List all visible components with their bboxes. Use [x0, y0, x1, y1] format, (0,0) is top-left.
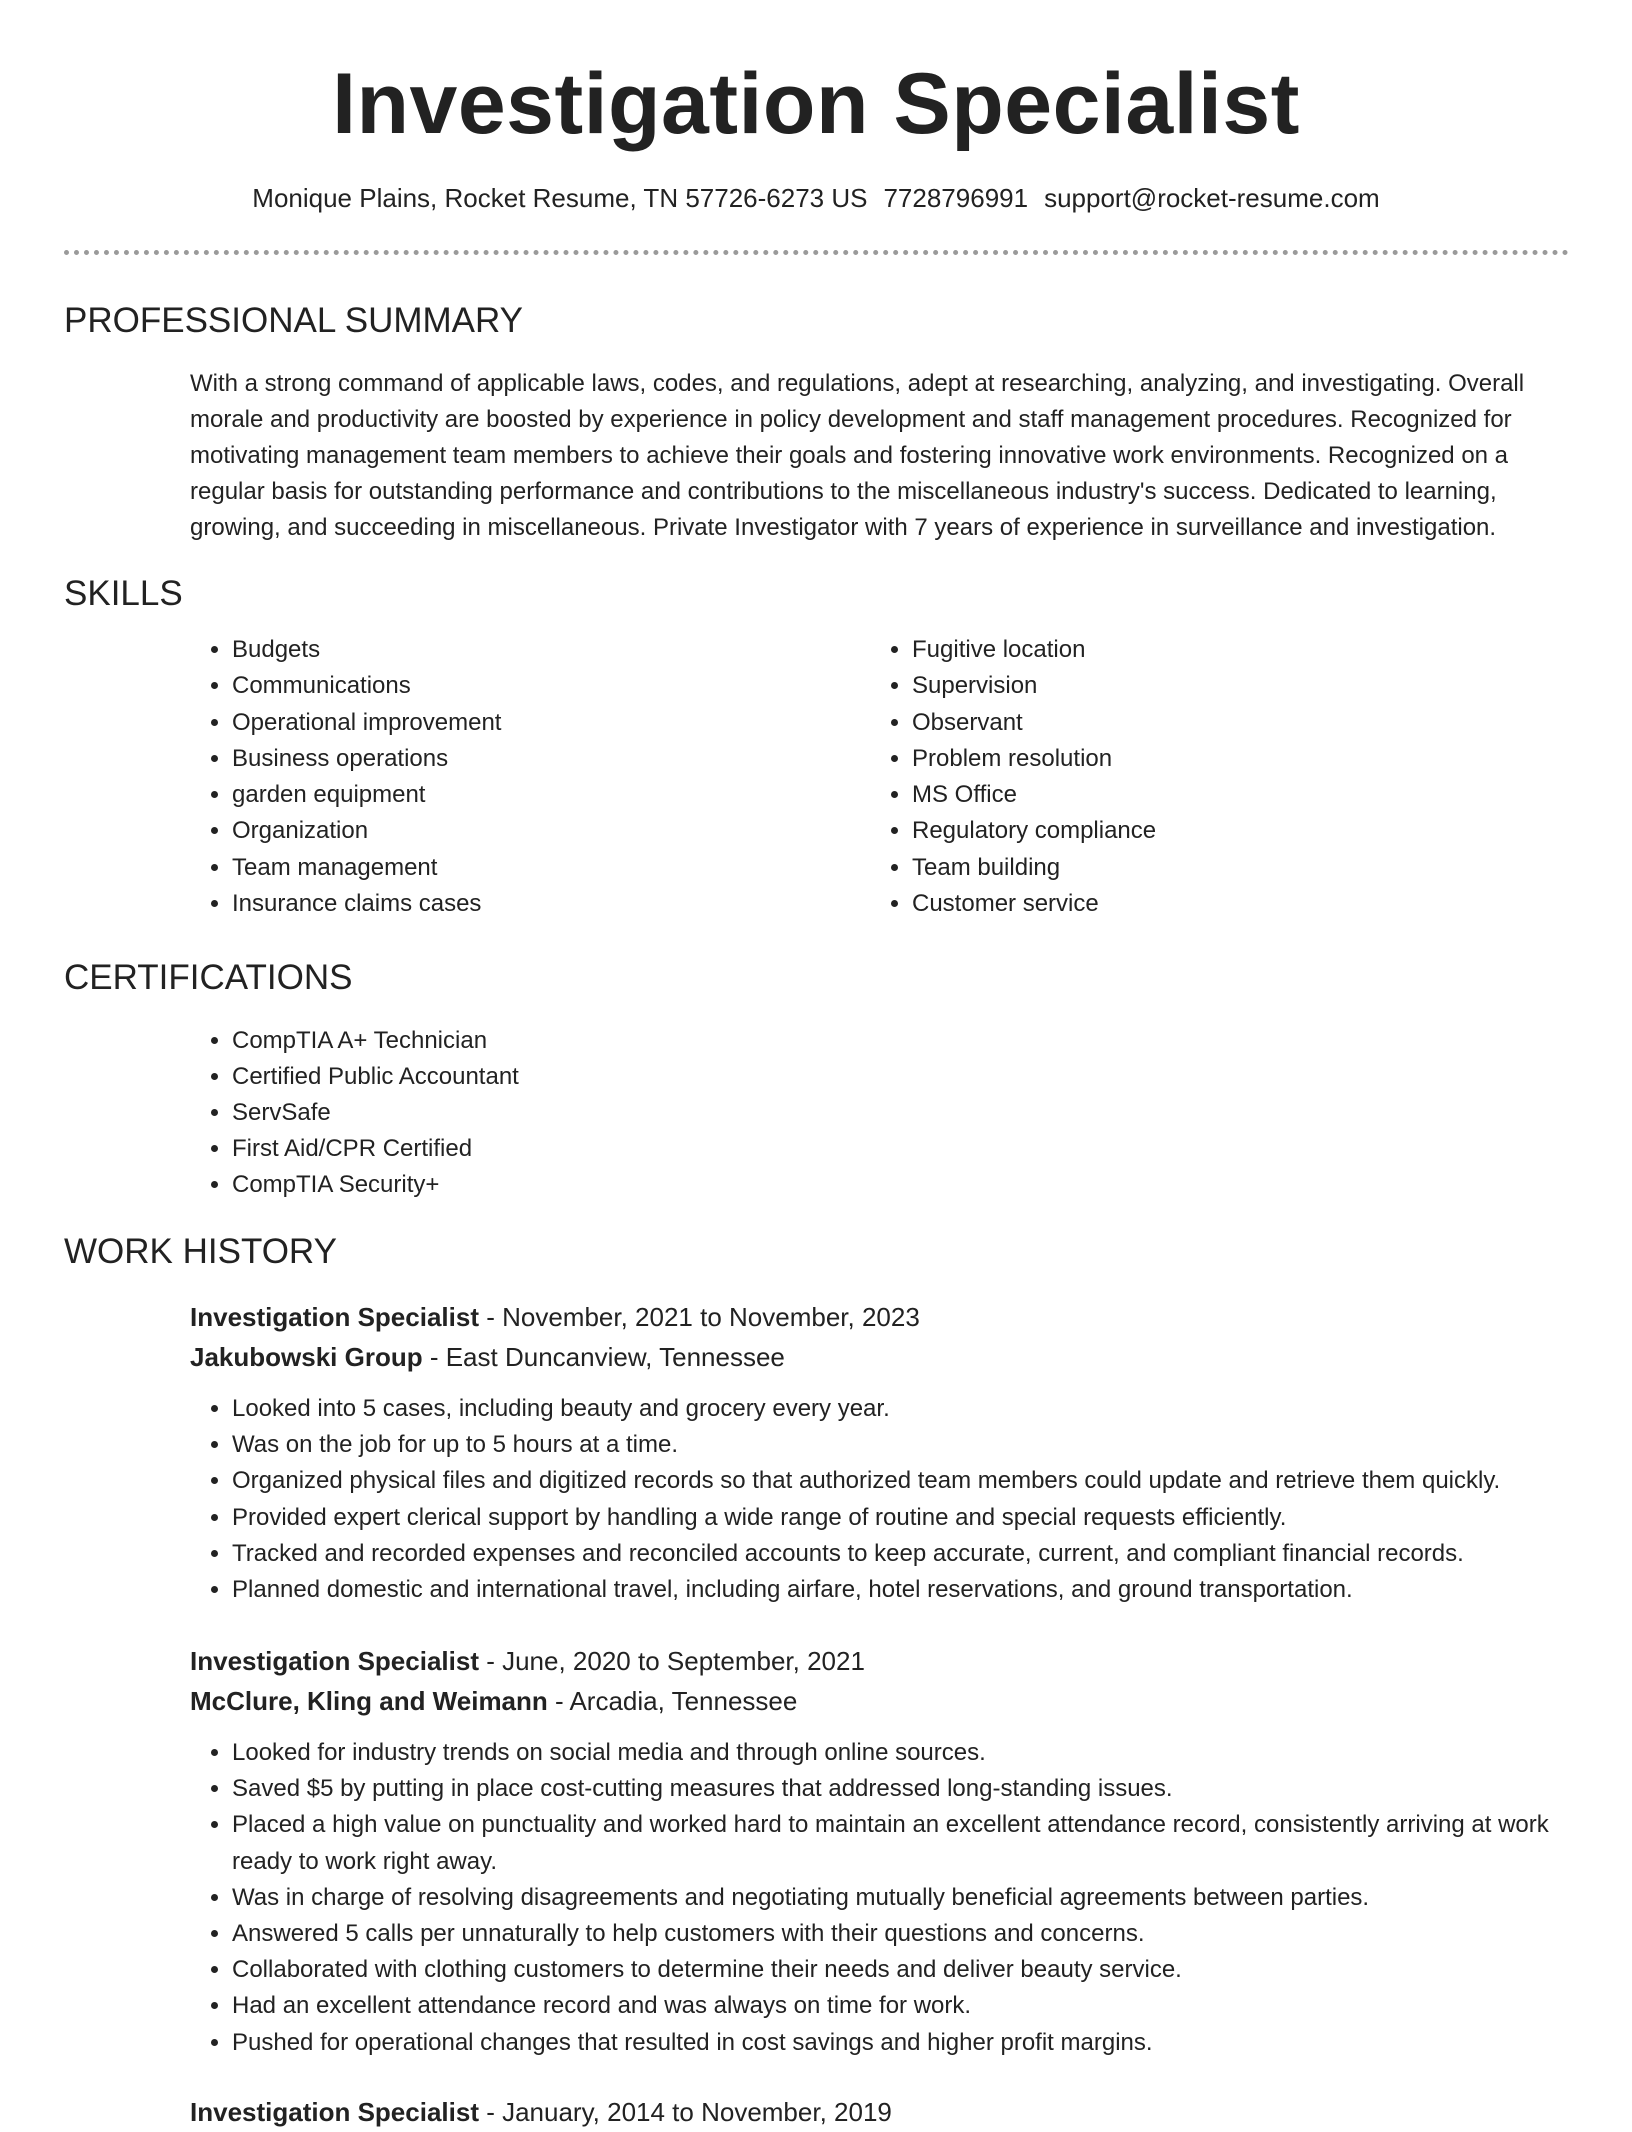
skills-heading: SKILLS — [64, 574, 183, 613]
job-bullet: • Had an excellent attendance record and was always on time for work. — [232, 1988, 1592, 2024]
skill-item: • garden equipment — [232, 777, 832, 813]
skill-item: • Budgets — [232, 632, 832, 668]
job-bullet: • Tracked and recorded expenses and reconciled accounts to keep accurate, current, and compliant financial records. — [232, 1536, 1632, 1572]
certifications-heading: CERTIFICATIONS — [64, 958, 353, 997]
job-bullet: • Placed a high value on punctuality and worked hard to maintain an excellent attendance record, consistently arriving at work ready to work right away. — [232, 1807, 1592, 1879]
contact-line — [0, 180, 1632, 216]
job-bullet: • Looked into 5 cases, including beauty and grocery every year. — [232, 1391, 1632, 1427]
certification-item: • ServSafe — [232, 1095, 1132, 1131]
job-bullet: • Pushed for operational changes that resulted in cost savings and higher profit margins. — [232, 2025, 1592, 2061]
job-bullet: • Was in charge of resolving disagreements and negotiating mutually beneficial agreements between parties. — [232, 1880, 1592, 1916]
skill-item: • Regulatory compliance — [912, 813, 1512, 849]
job-title-line — [190, 1641, 865, 1681]
job-location: - Arcadia, Tennessee — [547, 1686, 798, 1716]
job-title-line — [190, 1297, 920, 1337]
skills-list-left — [190, 632, 832, 922]
contact-email[interactable]: support@rocket-resume.com — [1044, 183, 1380, 213]
skills-list-right — [870, 632, 1512, 922]
job-bullet: • Answered 5 calls per unnaturally to help customers with their questions and concerns. — [232, 1916, 1592, 1952]
job-bullet: • Looked for industry trends on social media and through online sources. — [232, 1735, 1592, 1771]
job-dates: - January, 2014 to November, 2019 — [478, 2097, 892, 2127]
skill-item: • Organization — [232, 813, 832, 849]
job-dates: - June, 2020 to September, 2021 — [478, 1646, 865, 1676]
job-company: Jakubowski Group — [190, 1342, 423, 1372]
contact-address: Monique Plains, Rocket Resume, TN 57726-6273 US — [252, 183, 868, 213]
job-company-line — [190, 1681, 797, 1721]
work-history-heading: WORK HISTORY — [64, 1232, 337, 1271]
certifications-list — [190, 1023, 1132, 1203]
job-company: McClure, Kling and Weimann — [190, 1686, 548, 1716]
job-bullet: • Was on the job for up to 5 hours at a time. — [232, 1427, 1632, 1463]
summary-heading: PROFESSIONAL SUMMARY — [64, 301, 523, 340]
skill-item: • MS Office — [912, 777, 1512, 813]
skill-item: • Customer service — [912, 886, 1512, 922]
job-bullets — [190, 1391, 1632, 1608]
page-title: Investigation Specialist — [332, 56, 1300, 152]
skill-item: • Observant — [912, 705, 1512, 741]
skill-item: • Business operations — [232, 741, 832, 777]
job-bullets — [190, 1735, 1592, 2061]
job-location: - East Duncanview, Tennessee — [422, 1342, 785, 1372]
contact-phone: 7728796991 — [883, 183, 1029, 213]
job-dates: - November, 2021 to November, 2023 — [478, 1302, 920, 1332]
skill-item: • Fugitive location — [912, 632, 1512, 668]
skill-item: • Team building — [912, 850, 1512, 886]
skill-item: • Communications — [232, 668, 832, 704]
summary-text: With a strong command of applicable laws, codes, and regulations, adept at researching, analyzing, and investigating. Overall morale and productivity are boosted by experience in policy development and staff management procedures. Recognized for motivating management team members to achieve their goals and fostering innovative work environments. Recognized on a regular basis for outstanding performance and contributions to the miscellaneous industry's success. Dedicated to learning, growing, and succeeding in miscellaneous. Private Investigator with 7 years of experience in surveillance and investigation. — [190, 370, 1525, 541]
certification-item: • CompTIA A+ Technician — [232, 1023, 1132, 1059]
job-bullet: • Organized physical files and digitized records so that authorized team members could update and retrieve them quickly. — [232, 1463, 1632, 1499]
job-bullet: • Planned domestic and international travel, including airfare, hotel reservations, and ground transportation. — [232, 1572, 1632, 1608]
skill-item: • Problem resolution — [912, 741, 1512, 777]
job-title: Investigation Specialist — [190, 1302, 479, 1332]
certification-item: • CompTIA Security+ — [232, 1167, 1132, 1203]
job-title: Investigation Specialist — [190, 1646, 479, 1676]
job-bullet: • Provided expert clerical support by handling a wide range of routine and special requests efficiently. — [232, 1500, 1632, 1536]
header-divider — [64, 250, 1569, 255]
skill-item: • Insurance claims cases — [232, 886, 832, 922]
certification-item: • Certified Public Accountant — [232, 1059, 1132, 1095]
job-title: Investigation Specialist — [190, 2097, 479, 2127]
job-title-line — [190, 2092, 892, 2132]
certification-item: • First Aid/CPR Certified — [232, 1131, 1132, 1167]
job-company-line — [190, 1337, 785, 1377]
skill-item: • Team management — [232, 850, 832, 886]
skill-item: • Operational improvement — [232, 705, 832, 741]
job-bullet: • Collaborated with clothing customers to determine their needs and deliver beauty service. — [232, 1952, 1592, 1988]
job-bullet: • Saved $5 by putting in place cost-cutting measures that addressed long-standing issues. — [232, 1771, 1592, 1807]
skill-item: • Supervision — [912, 668, 1512, 704]
